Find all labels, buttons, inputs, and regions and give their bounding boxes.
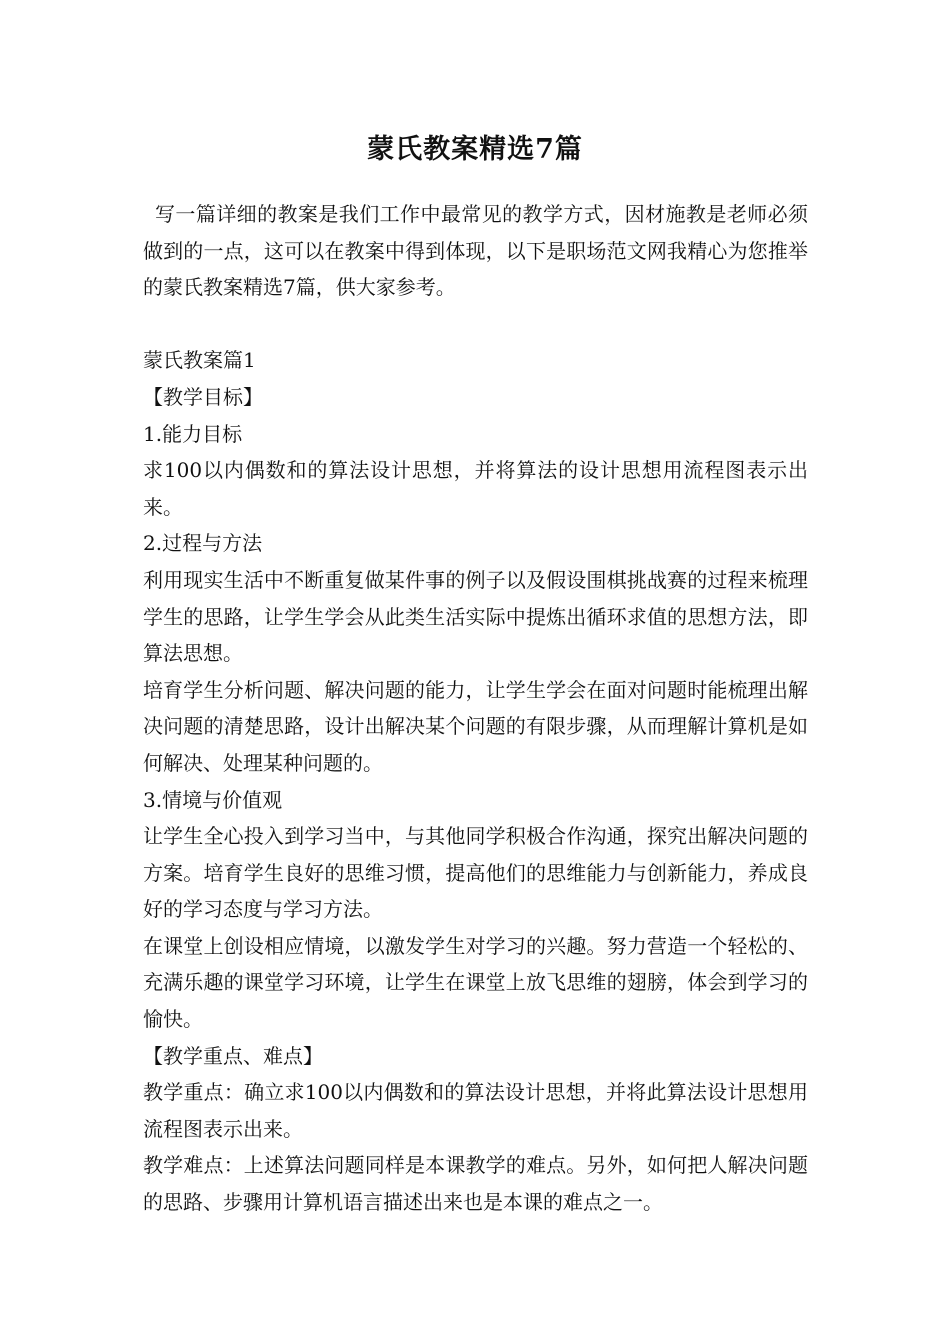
body-paragraph: 培育学生分析问题、解决问题的能力，让学生学会在面对问题时能梳理出解决问题的清楚思路，设计出解决某个问题的有限步骤，从而理解计算机是如何解决、处理某种问题的。	[143, 677, 808, 775]
subsection-heading: 【教学目标】	[143, 384, 263, 409]
blank-line	[143, 306, 808, 343]
body-paragraph: 利用现实生活中不断重复做某件事的例子以及假设围棋挑战赛的过程来梳理学生的思路，让学生学会从此类生活实际中提炼出循环求值的思想方法，即算法思想。	[143, 567, 808, 666]
body-paragraph: 求100以内偶数和的算法设计思想，并将算法的设计思想用流程图表示出来。	[143, 458, 808, 519]
item-heading: 3.情境与价值观	[143, 787, 283, 812]
document-body	[143, 196, 808, 1221]
body-paragraph: 让学生全心投入到学习当中，与其他同学积极合作沟通，探究出解决问题的方案。培育学生良好的思维习惯，提高他们的思维能力与创新能力，养成良好的学习态度与学习方法。	[143, 824, 808, 922]
body-paragraph: 教学重点：确立求100以内偶数和的算法设计思想，并将此算法设计思想用流程图表示出来。	[143, 1080, 808, 1141]
section-heading: 蒙氏教案篇1	[143, 348, 256, 373]
body-paragraph: 教学难点：上述算法问题同样是本课教学的难点。另外，如何把人解决问题的思路、步骤用计算机语言描述出来也是本课的难点之一。	[143, 1153, 808, 1215]
item-heading: 2.过程与方法	[143, 531, 263, 556]
subsection-heading: 【教学重点、难点】	[143, 1043, 323, 1068]
body-paragraph: 在课堂上创设相应情境，以激发学生对学习的兴趣。努力营造一个轻松的、充满乐趣的课堂学习环境，让学生在课堂上放飞思维的翅膀，体会到学习的愉快。	[143, 933, 808, 1032]
document-title: 蒙氏教案精选7篇	[367, 134, 583, 165]
item-heading: 1.能力目标	[143, 421, 243, 446]
intro-paragraph: 写一篇详细的教案是我们工作中最常见的教学方式，因材施教是老师必须做到的一点，这可以在教案中得到体现，以下是职场范文网我精心为您推举的蒙氏教案精选7篇，供大家参考。	[143, 202, 808, 300]
